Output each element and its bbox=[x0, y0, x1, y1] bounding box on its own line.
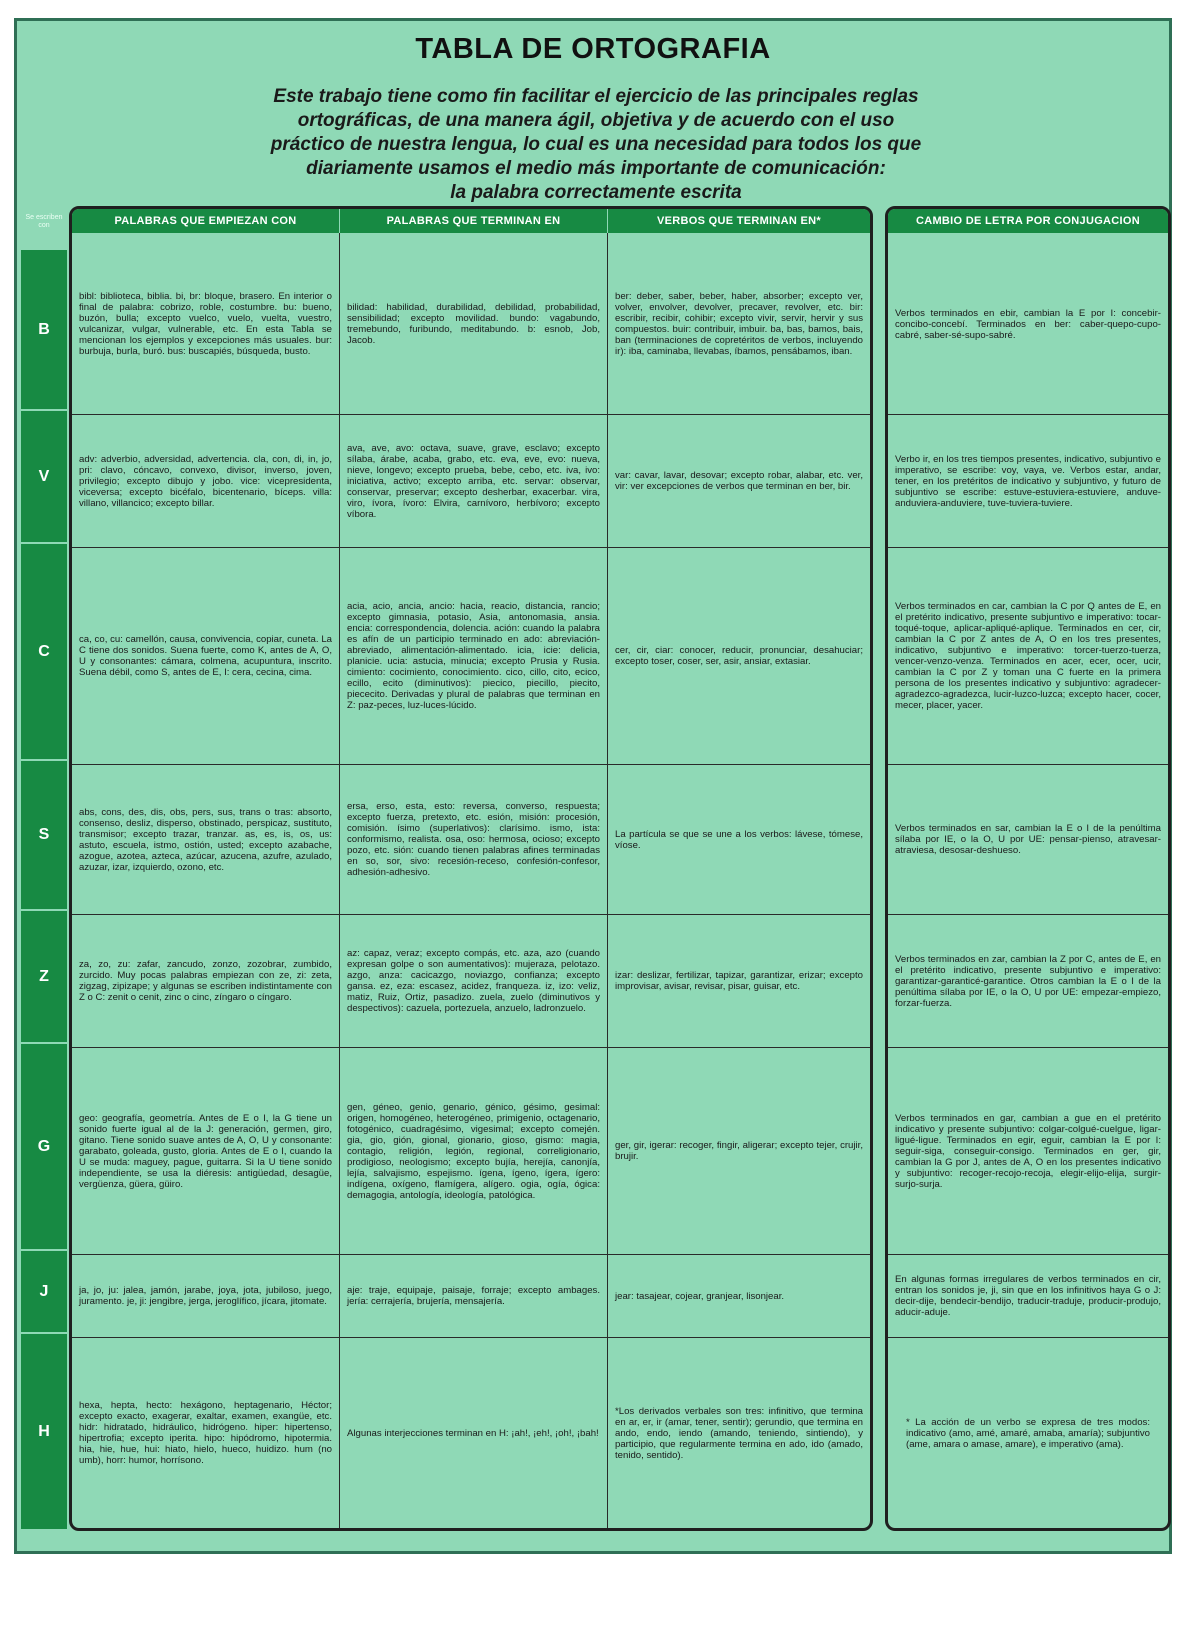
cell-c-terminan: acia, acio, ancia, ancio: hacia, reacio, distancia, rancio; excepto gimnasia, potasio, Asia, antonomasia, ansia. encia: correspondencia, dolencia. ación: cuando la palabra es afín de un participio terminado en ado: abreviación-abreviado, alimentación-alimentado. icia, icie: delicia, planicie. ucia: astucia, minucia; excepto Prusia y Rusia. cimiento: cocimiento, conocimiento. cico, cillo, cito, ecico, ecillo, ecito (diminutivos): piecico, piecillo, piecito, piececito. Derivadas y plural de palabras que terminan en Z: paz-peces, luz-luces-lúcido. bbox=[347, 601, 600, 711]
cell-b-terminan: bilidad: habilidad, durabilidad, debilidad, probabilidad, sensibilidad; excepto movilidad. bundo: vagabundo, tremebundo, furibundo, meditabundo. b: esnob, Job, Jacob. bbox=[347, 302, 600, 346]
cell-v-terminan: ava, ave, avo: octava, suave, grave, esclavo; excepto sílaba, árabe, acaba, grabo, etc. eva, eve, evo: nueva, nieve, longevo; excepto prueba, bebe, cebo, etc. iva, ivo: iniciativa, activo; excepto arriba, etc. servar: observar, conservar, preservar; excepto desherbar, exacerbar. vira, viro, ívora, ívoro: Elvira, carnívoro, herbívoro; excepto víbora. bbox=[347, 442, 600, 520]
row-letter-c: C bbox=[21, 544, 67, 761]
intro-line: ortográficas, de una manera ágil, objetiva y de acuerdo con el uso bbox=[297, 110, 895, 131]
cell-s-terminan: ersa, erso, esta, esto: reversa, converso, respuesta; excepto fuerza, pretexto, etc. esión, misión: procesión, comisión. ísimo (superlativos): clarísimo. ismo, ista: conformismo, realista. osa, oso: hermosa, ocioso; excepto pozo, etc. sión: cuando tienen palabras afines terminadas en so, sor, sivo: recesión-receso, confesión-confesor, adhesión-adhesivo. bbox=[347, 801, 600, 878]
cell-v-empiezan: adv: adverbio, adversidad, advertencia. cla, con, di, in, jo, pri: clavo, cóncavo, convexo, divisor, inverso, joven, privilegio; excepto dibujo y jobo. vice: vicepresidenta, viceversa; excepto bicéfalo, bicentenario, bíceps. villa: villano, villancico; excepto billar. bbox=[79, 453, 332, 509]
cell-z-cambio: Verbos terminados en zar, cambian la Z por C, antes de E, en el pretérito indicativo, presente subjuntivo e imperativo: garantizar-garanticé-garantice. Otros cambian la E o I de la penúltima sílaba por IE, o la O, U por UE: empezar-empiezo, forzar-fuerza. bbox=[895, 953, 1161, 1009]
row-letter-v: V bbox=[21, 411, 67, 544]
cell-j-empiezan: ja, jo, ju: jalea, jamón, jarabe, joya, jota, jubiloso, juego, juramento. je, ji: jengibre, jerga, jeroglífico, jícara, jitomate. bbox=[79, 1285, 332, 1307]
strip-header: Se escriben con bbox=[25, 214, 63, 229]
header-terminan: PALABRAS QUE TERMINAN EN bbox=[340, 209, 607, 233]
cell-h-cambio: * La acción de un verbo se expresa de tres modos: indicativo (amo, amé, amaré, amaba, amaría); subjuntivo (ame, amara o amase, amare), e imperativo (ama). bbox=[906, 1416, 1150, 1450]
cell-c-empiezan: ca, co, cu: camellón, causa, convivencia, copiar, cuneta. La C tiene dos sonidos. Suena fuerte, como K, antes de A, O, U y consonantes: cámara, colmena, acupuntura, inscrito. Suena débil, como S, antes de E, I: cera, cecina, cima. bbox=[79, 634, 332, 678]
row-letter-g: G bbox=[21, 1044, 67, 1251]
cell-z-empiezan: za, zo, zu: zafar, zancudo, zonzo, zozobrar, zumbido, zurcido. Muy pocas palabras empiezan con ze, zi: zeta, zigzag, zipizape; y algunas se escriben indistintamente con Z o C: zenit o cenit, zinc o cinc, zíngaro o cíngaro. bbox=[79, 959, 332, 1003]
cell-v-cambio: Verbo ir, en los tres tiempos presentes, indicativo, subjuntivo e imperativo, se escribe: voy, vaya, ve. Verbos estar, andar, tener, en los pretéritos de indicativo y subjuntivo, y futuro de subjuntivo se escribe: estuve-estuviera-estuviere, anduve-anduviera-anduviere, tuve-tuviera-tuviere. bbox=[895, 453, 1161, 509]
cell-g-cambio: Verbos terminados en gar, cambian a gue en el pretérito indicativo y presente subjuntivo: colgar-colgué-cuelgue, ligar-ligué-ligue. Terminados en egir, eguir, cambian la E por I: seguir-siga, conseguir-consigo. Terminados en ger, gir, cambian la G por J, antes de A, O en los presentes indicativo y subjuntivo: recoger-recojo-recoja, elegir-elijo-elija, surgir-surjo-surja. bbox=[895, 1112, 1161, 1190]
cell-z-terminan: az: capaz, veraz; excepto compás, etc. aza, azo (cuando expresan golpe o son aumentativos): mujeraza, pelotazo. azgo, anza: cacicazgo, noviazgo, confianza; excepto gansa. ez, eza: escasez, acidez, franqueza. iz, izo: veliz, matiz, Ruiz, Ortiz, pasadizo. zuela, zuelo (diminutivos y despectivos): cazuela, portezuela, anzuelo, ladronzuelo. bbox=[347, 948, 600, 1014]
intro-text bbox=[137, 85, 1055, 205]
row-letter-b: B bbox=[21, 250, 67, 411]
orthography-sheet bbox=[14, 18, 1172, 1554]
intro-line: diariamente usamos el medio más importante de comunicación: bbox=[306, 158, 886, 179]
page-title: TABLA DE ORTOGRAFIA bbox=[415, 33, 771, 65]
cell-g-terminan: gen, géneo, genio, genario, génico, gésimo, gesimal: origen, homogéneo, heterogéneo, primigenio, octagenario, fotogénico, cuadragésimo, vigesimal; excepto comején. gia, gio, gión, gional, gionario, gioso, gismo: magia, contagio, religión, legión, regional, correligionario, prodigioso, neologismo; excepto bujía, herejía, canonjía, lejía, salvajismo, espejismo. ígena, ígeno, ígera, ígero: indígena, oxígeno, flamígera, alígero. ogia, ogía, ógica: demagogia, antología, ideología, patológica. bbox=[347, 1101, 600, 1201]
cell-h-verbos: *Los derivados verbales son tres: infinitivo, que termina en ar, er, ir (amar, tener, sentir); gerundio, que termina en ando, endo, iendo (amando, teniendo, sintiendo), y participio, que regularmente termina en ado, ido (amado, tenido, sentido). bbox=[615, 1405, 863, 1461]
cell-c-cambio: Verbos terminados en car, cambian la C por Q antes de E, en el pretérito indicativo, presente subjuntivo e imperativo: tocar-toqué-toque, aplicar-apliqué-aplique. Terminados en cer, cir, cambian la C por Z antes de A, O en los tres presentes, indicativo, subjuntivo e imperativo: torcer-tuerzo-tuerza, vencer-venzo-venza. Terminados en acer, ecer, ocer, ucir, cambian la C por Z y toman una C fuerte en la primera persona de los presentes indicativo y subjuntivo: agradecer-agradezco-agradezca, lucir-luzco-luzca; excepto hacer, cocer, mecer, placer, yacer. bbox=[895, 601, 1161, 711]
intro-line: práctico de nuestra lengua, lo cual es una necesidad para todos los que bbox=[270, 134, 922, 155]
cell-j-cambio: En algunas formas irregulares de verbos terminados en cir, entran los sonidos je, ji, sin que en los infinitivos haya G o J: decir-dije, bendecir-bendijo, traducir-traduje, producir-produjo, aducir-aduje. bbox=[895, 1274, 1161, 1318]
cell-s-empiezan: abs, cons, des, dis, obs, pers, sus, trans o tras: absorto, consenso, desliz, disperso, obstinado, perspicaz, sustituto, transmisor; excepto trazar, tranzar. as, es, is, os, us: astuto, escuela, istmo, ostión, usted; excepto azabache, azogue, azotea, azteca, azúcar, azucena, azufre, azulado, azuzar, izar, izquierdo, ozono, etc. bbox=[79, 806, 332, 873]
cell-b-verbos: ber: deber, saber, beber, haber, absorber; excepto ver, volver, envolver, devolver, precaver, revolver, etc. bir: escribir, recibir, cohibir; excepto vivir, servir, hervir y sus compuestos. buir: contribuir, imbuir. ba, bas, bamos, bais, ban (terminaciones de copretéritos de verbos, incluyendo ir): iba, caminaba, llevabas, íbamos, pensábamos, iban. bbox=[615, 291, 863, 357]
cell-c-verbos: cer, cir, ciar: conocer, reducir, pronunciar, desahuciar; excepto toser, coser, ser, asir, ansiar, extasiar. bbox=[615, 645, 863, 667]
cell-b-empiezan: bibl: biblioteca, biblia. bi, br: bloque, brasero. En interior o final de palabra: cobrizo, roble, costumbre. bu: bueno, buzón, bulla; excepto vuelco, vuelo, vuelta, vuestro, vulcanizar, vulgar, vulnerable, etc. En esta Tabla se mencionan los ejemplos y excepciones más usuales. bur: burbuja, burla, buró. bus: buscapiés, búsqueda, busto. bbox=[79, 291, 332, 357]
letter-strip bbox=[21, 206, 67, 1531]
intro-line: Este trabajo tiene como fin facilitar el ejercicio de las principales reglas bbox=[273, 86, 919, 107]
cell-h-empiezan: hexa, hepta, hecto: hexágono, heptagenario, Héctor; excepto exacto, exagerar, exaltar, examen, exangüe, etc. hidr: hidratado, hidráulico, hidrógeno. hiper: hipertenso, hipertrofia; excepto iperita. hipo: hipódromo, hipotermia. hia, hie, hue, hui: hiato, hielo, hueco, huidizo. hum (no umb), horr: humor, horrísono. bbox=[79, 1400, 332, 1466]
rules-grid bbox=[69, 206, 873, 1531]
cell-b-cambio: Verbos terminados en ebir, cambian la E por I: concebir-concibo-concebí. Terminados en ber: caber-quepo-cupo-cabré, saber-sé-supo-sabré. bbox=[895, 307, 1161, 341]
row-letter-h: H bbox=[21, 1334, 67, 1531]
cell-h-terminan: Algunas interjecciones terminan en H: ¡ah!, ¡eh!, ¡oh!, ¡bah! bbox=[347, 1427, 599, 1439]
cell-v-verbos: var: cavar, lavar, desovar; excepto robar, alabar, etc. ver, vir: ver excepciones de verbos que terminan en ber, bir. bbox=[615, 470, 863, 492]
row-letter-s: S bbox=[21, 761, 67, 911]
row-letter-j: J bbox=[21, 1251, 67, 1334]
header-empiezan: PALABRAS QUE EMPIEZAN CON bbox=[72, 209, 339, 233]
header-cambio: CAMBIO DE LETRA POR CONJUGACION bbox=[888, 209, 1168, 233]
header-verbos: VERBOS QUE TERMINAN EN* bbox=[608, 209, 870, 233]
intro-line: la palabra correctamente escrita bbox=[450, 182, 742, 203]
cell-g-empiezan: geo: geografía, geometría. Antes de E o I, la G tiene un sonido fuerte igual al de la J: generación, germen, giro, gitano. Tiene sonido suave antes de A, O, U y consonante: garabato, goleada, gusto, gloria. Antes de E o I, cuando la U se muda: maguey, pague, guitarra. Si la U tiene sonido independiente, se usa la diéresis: antigüedad, desagüe, vergüenza, güera, güiro. bbox=[79, 1112, 332, 1190]
cell-s-verbos: La partícula se que se une a los verbos: lávese, tómese, víose. bbox=[615, 828, 863, 851]
cell-z-verbos: izar: deslizar, fertilizar, tapizar, garantizar, erizar; excepto improvisar, avisar, revisar, pisar, guisar, etc. bbox=[615, 970, 863, 992]
cell-j-terminan: aje: traje, equipaje, paisaje, forraje; excepto ambages. jería: cerrajería, brujería, mensajería. bbox=[347, 1285, 600, 1307]
cell-s-cambio: Verbos terminados en sar, cambian la E o I de la penúltima sílaba por IE, o la O, U por UE: pensar-pienso, atravesar-atraviesa, desosar-deshueso. bbox=[895, 823, 1161, 856]
cell-j-verbos: jear: tasajear, cojear, granjear, lisonjear. bbox=[615, 1290, 785, 1302]
cell-g-verbos: ger, gir, igerar: recoger, fingir, aligerar; excepto tejer, crujir, brujir. bbox=[615, 1140, 863, 1162]
row-letter-z: Z bbox=[21, 911, 67, 1044]
conjugation-column bbox=[885, 206, 1171, 1531]
